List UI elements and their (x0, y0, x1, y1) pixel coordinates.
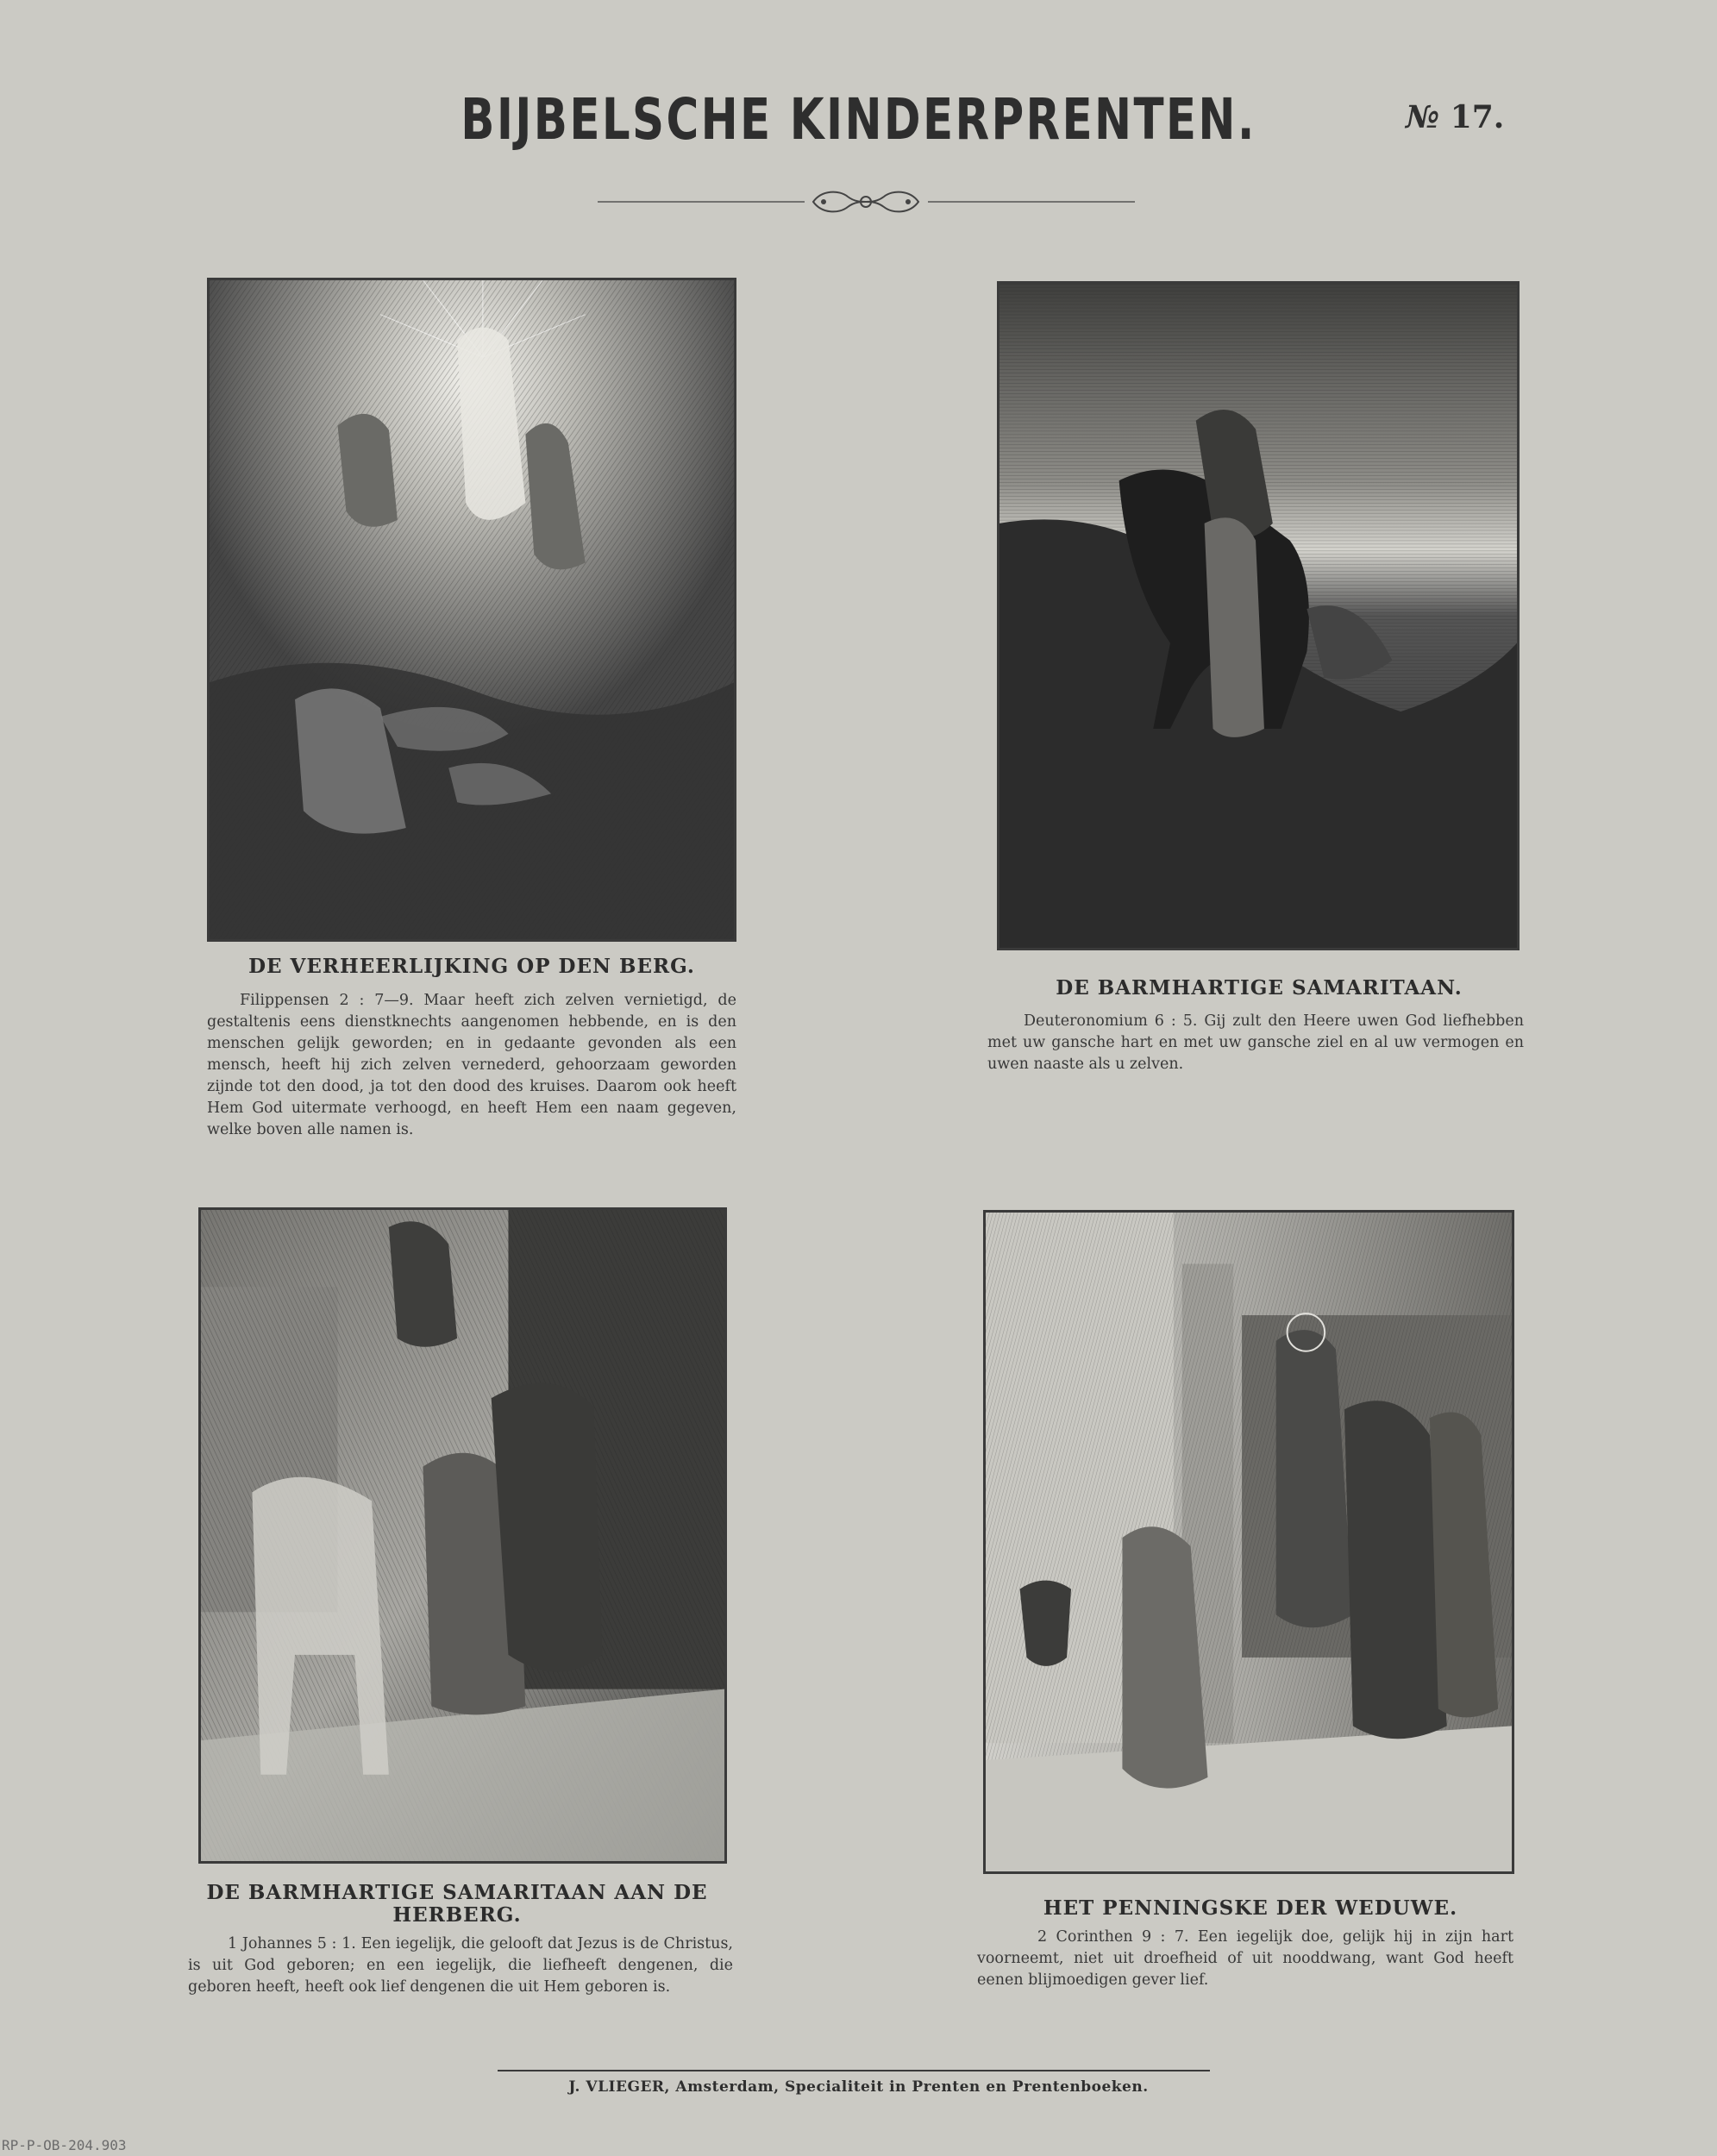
print-text-4: 2 Corinthen 9 : 7. Een iegelijk doe, gelijk hij in zijn hart voorneemt, niet uit droefheid of uit nooddwang, want God heeft eenen blijmoedigen gever lief. (977, 1928, 1513, 1989)
print-good-samaritan (997, 281, 1520, 950)
footer-rule (498, 2070, 1210, 2071)
sheet-title: BIJBELSCHE KINDERPRENTEN. (461, 86, 1256, 153)
print-text-3: 1 Johannes 5 : 1. Een iegelijk, die gelooft dat Jezus is de Christus, is uit God geboren; en een iegelijk, die liefheeft dengenen, die geboren heeft, heeft ook lief dengenen die uit Hem geboren is. (188, 1935, 733, 1996)
print-widows-mite (983, 1210, 1514, 1874)
print-title-2: DE BARMHARTIGE SAMARITAAN. (1056, 976, 1463, 1000)
title-ornament (598, 183, 1135, 221)
print-text-1: Filippensen 2 : 7—9. Maar heeft zich zelven vernietigd, de gestaltenis eens dienstknechts aangenomen hebbende, en is den menschen gelijk geworden; en in gedaante gevonden als een mensch, heeft hij zich zelven vernederd, gehoorzaam geworden zijnde tot den dood, ja tot den dood des kruises. Daarom ook heeft Hem God uitermate verhoogd, en heeft Hem een naam gegeven, welke boven alle namen is. (207, 992, 736, 1138)
print-text-2: Deuteronomium 6 : 5. Gij zult den Heere uwen God liefhebben met uw gansche hart en met uw gansche ziel en al uw vermogen en uwen naaste als u zelven. (987, 1012, 1524, 1073)
print-title-3: DE BARMHARTIGE SAMARITAAN AAN DE HERBERG. (206, 1881, 708, 1927)
publisher-imprint: J. VLIEGER, Amsterdam, Specialiteit in Prenten en Prentenboeken. (568, 2078, 1149, 2096)
print-samaritan-at-inn (198, 1207, 727, 1864)
number-sign: № (1406, 99, 1440, 135)
issue-number-value: 17. (1450, 99, 1505, 135)
print-transfiguration (207, 278, 736, 942)
print-title-1: DE VERHEERLIJKING OP DEN BERG. (248, 955, 695, 978)
collection-stamp: RP-P-OB-204.903 (2, 2137, 127, 2153)
print-title-4: HET PENNINGSKE DER WEDUWE. (1043, 1896, 1458, 1920)
issue-number (1406, 99, 1504, 135)
